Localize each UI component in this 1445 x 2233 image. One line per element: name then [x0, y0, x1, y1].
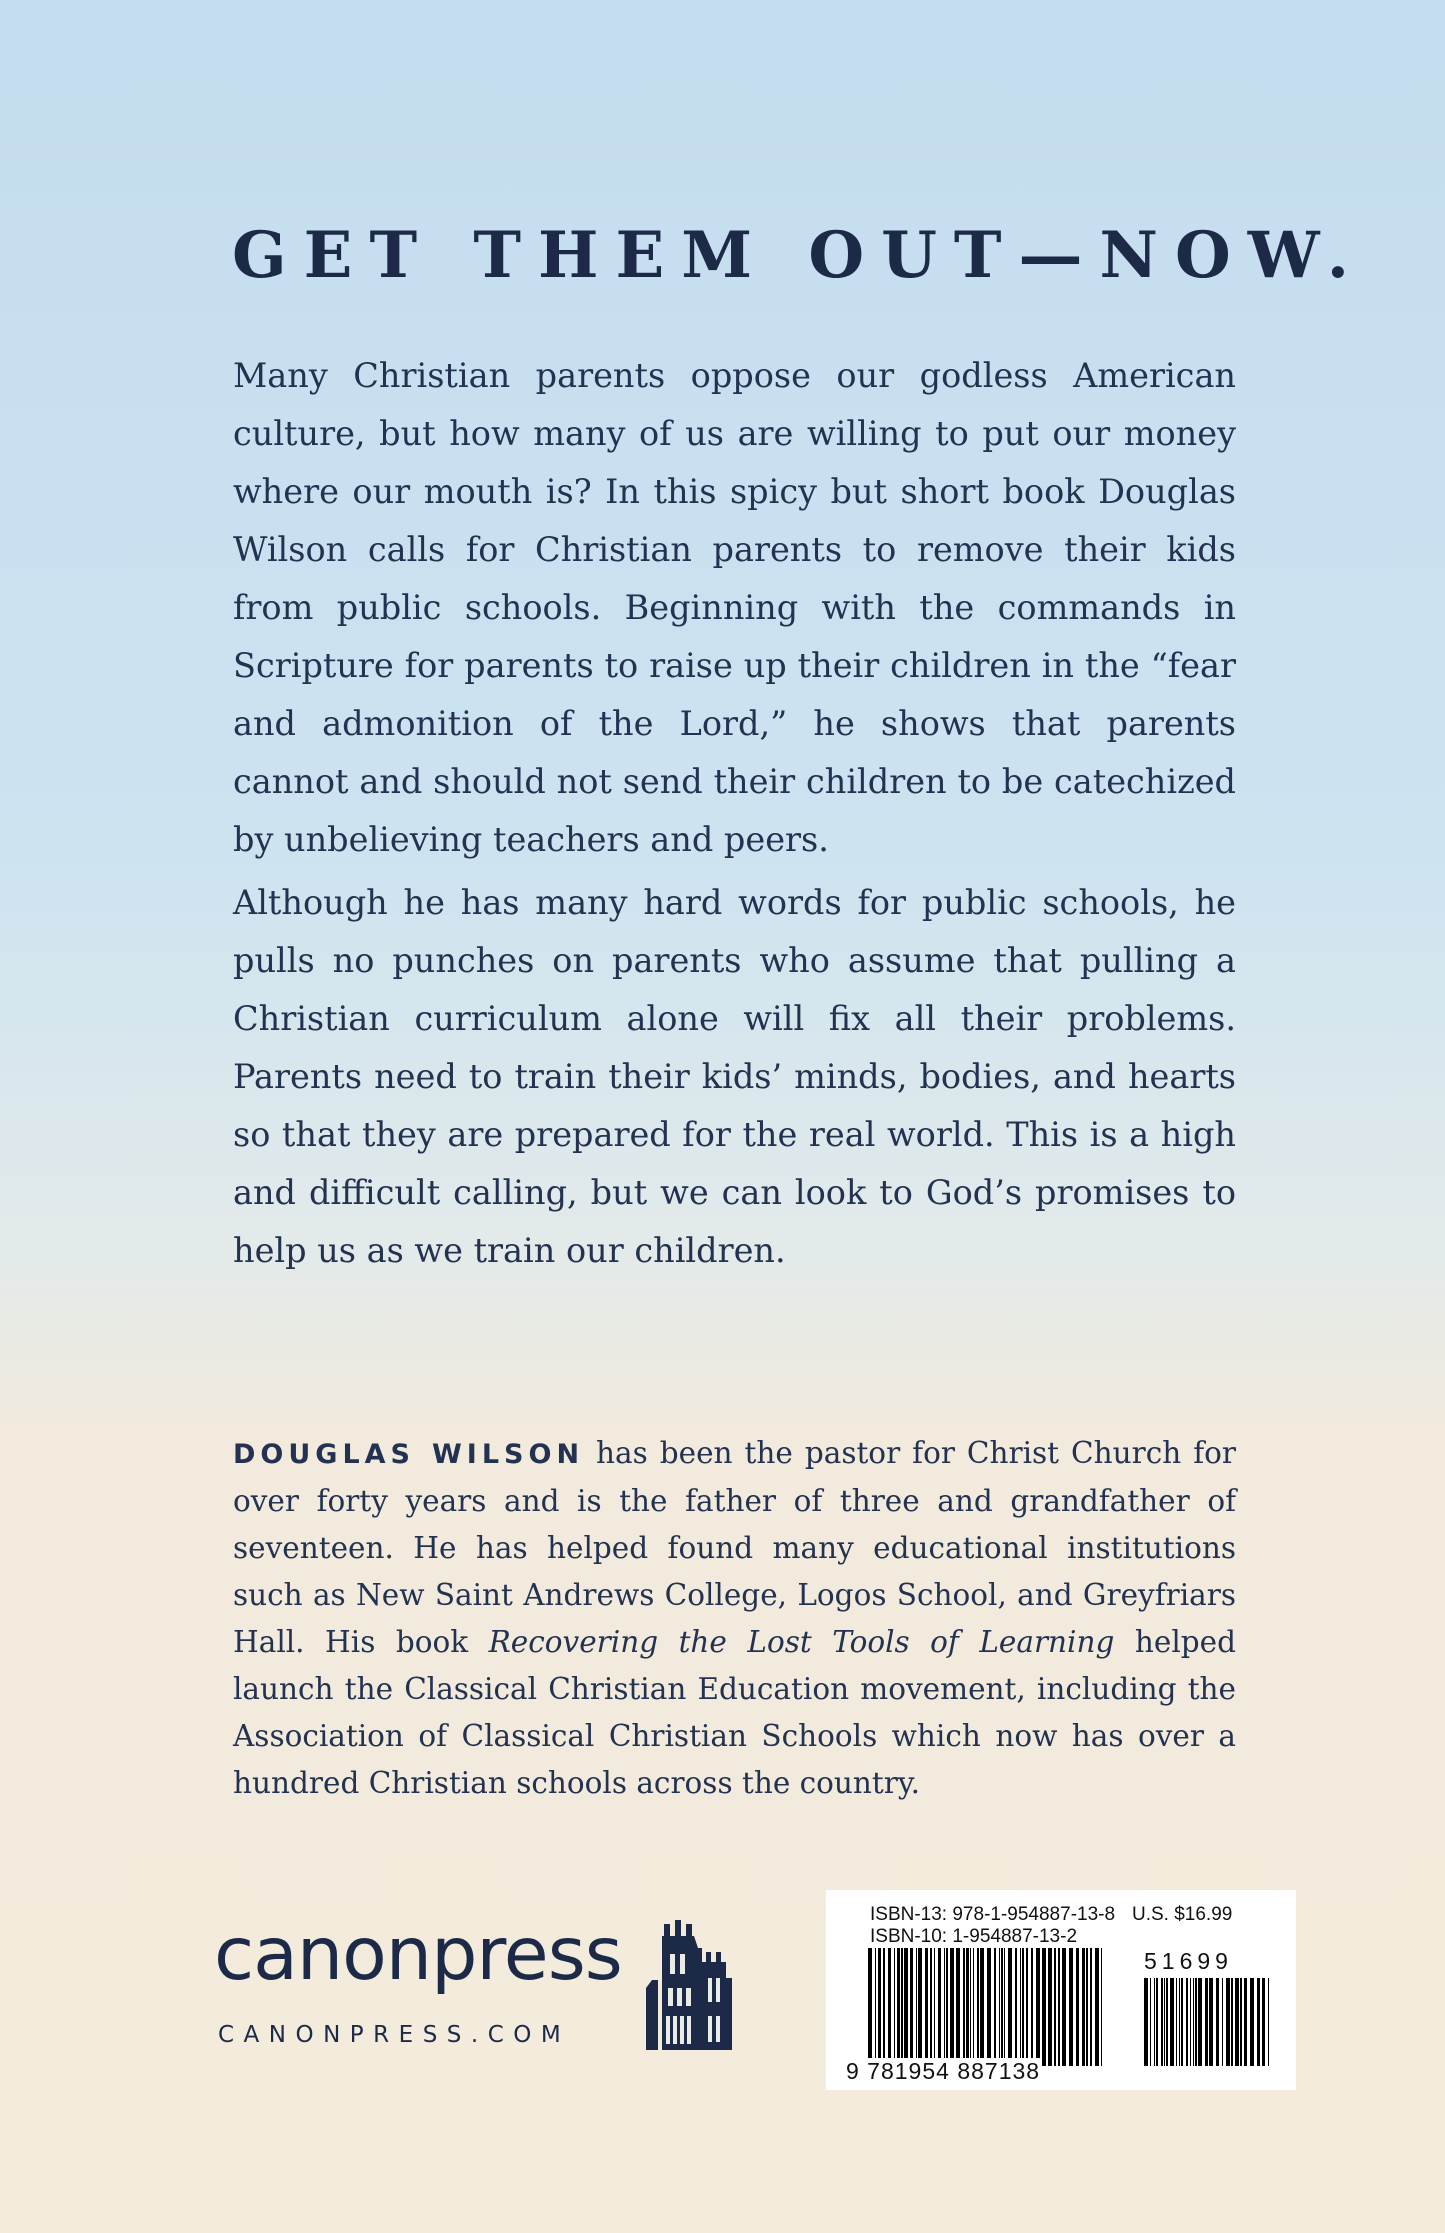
- barcode-bar: [1026, 1948, 1028, 2066]
- barcode-bar: [897, 1948, 900, 2066]
- barcode-bar: [970, 1948, 971, 2066]
- cathedral-tower-icon: [642, 1918, 734, 2050]
- barcode-bar: [1209, 1978, 1213, 2066]
- barcode-bar: [1176, 1978, 1177, 2066]
- barcode-bar: [1250, 1978, 1254, 2066]
- barcode-bar: [1181, 1978, 1183, 2066]
- barcode-bar: [1144, 1978, 1148, 2066]
- barcode-bar: [875, 1948, 876, 2066]
- barcode-bar: [946, 1948, 948, 2066]
- barcode-label: [826, 1890, 1296, 2090]
- barcode-bar: [1216, 1978, 1219, 2066]
- barcode-bar: [934, 1948, 935, 2066]
- barcode-bar: [1164, 1978, 1165, 2066]
- barcode-bar: [987, 1948, 991, 2066]
- barcode-bar: [1001, 1948, 1003, 2066]
- barcode-bar: [883, 1948, 885, 2066]
- barcode-bar: [1069, 1948, 1073, 2066]
- barcode-bar: [1244, 1978, 1247, 2066]
- barcode-bar: [878, 1948, 881, 2066]
- barcode-bar: [930, 1948, 932, 2066]
- blurb-paragraph-2: Although he has many hard words for public schools, he pulls no punches on parents who assume that pulling a Christian curriculum alone will fix all their problems. Parents need to train their kids’ minds, bodies, and hearts so that they are prepared for the real world. This is a high and difficult calling, but we can look to God’s promises to help us as we train our children.: [233, 883, 1236, 1270]
- addon-barcode-bars: [1142, 1978, 1272, 2066]
- barcode-bar: [1042, 1948, 1046, 2066]
- barcode-bar: [1015, 1948, 1017, 2066]
- barcode-bar: [1008, 1948, 1012, 2066]
- barcode-bar: [1082, 1948, 1085, 2066]
- ean-barcode-bars: [866, 1948, 1106, 2066]
- barcode-bar: [1090, 1948, 1092, 2066]
- barcode-bar: [950, 1948, 954, 2066]
- barcode-bar: [925, 1948, 928, 2066]
- publisher-logo: [214, 1912, 734, 2058]
- addon-code: 51699: [1144, 1948, 1233, 1974]
- barcode-bar: [973, 1948, 974, 2066]
- barcode-bar: [1195, 1978, 1197, 2066]
- barcode-bar: [1262, 1978, 1265, 2066]
- barcode-bar: [1054, 1948, 1056, 2066]
- publisher-name: canonpress: [214, 1912, 622, 1997]
- barcode-bar: [1226, 1978, 1230, 2066]
- publisher-url: CANONPRESS.COM: [218, 2022, 571, 2048]
- barcode-bar: [1198, 1978, 1202, 2066]
- bio-text-part-1: has been the pastor for Christ Church for over forty years and is the father of three and grandfather of seventeen. He has helped found many educational institutions such as New Saint Andrews College, Logos School, and Greyfriars Hall. His book: [233, 1436, 1236, 1659]
- barcode-bar: [918, 1948, 922, 2066]
- barcode-bar: [1048, 1948, 1052, 2066]
- barcode-bar: [1022, 1948, 1024, 2066]
- barcode-bar: [1170, 1978, 1174, 2066]
- barcode-bar: [1154, 1978, 1155, 2066]
- barcode-bar: [1004, 1948, 1005, 2066]
- isbn-10: ISBN-10: 1-954887-13-2: [870, 1926, 1078, 1947]
- author-name: DOUGLAS WILSON: [233, 1439, 585, 1470]
- barcode-bar: [1095, 1948, 1099, 2066]
- headline: GET THEM OUT—NOW.: [232, 218, 1366, 293]
- barcode-bar: [1186, 1978, 1188, 2066]
- barcode-bar: [1205, 1978, 1208, 2066]
- barcode-bar: [966, 1948, 969, 2066]
- barcode-bar: [963, 1948, 965, 2066]
- barcode-bar: [888, 1948, 891, 2066]
- barcode-bar: [1161, 1978, 1163, 2066]
- barcode-bar: [1257, 1978, 1260, 2066]
- barcode-bar: [1101, 1948, 1102, 2066]
- isbn-13: ISBN-13: 978-1-954887-13-8: [870, 1904, 1116, 1925]
- book-title: Recovering the Lost Tools of Learning: [488, 1625, 1115, 1659]
- barcode-bar: [1222, 1978, 1223, 2066]
- barcode-bar: [944, 1948, 945, 2066]
- barcode-bar: [977, 1948, 979, 2066]
- barcode-bar: [999, 1948, 1000, 2066]
- barcode-bar: [1268, 1978, 1269, 2066]
- barcode-bar: [1076, 1948, 1079, 2066]
- barcode-bar: [1150, 1978, 1151, 2066]
- barcode-bar: [904, 1948, 908, 2066]
- barcode-bar: [894, 1948, 895, 2066]
- barcode-bar: [916, 1948, 917, 2066]
- barcode-bar: [1235, 1978, 1239, 2066]
- barcode-bar: [1062, 1948, 1066, 2066]
- barcode-bar: [1240, 1978, 1242, 2066]
- bio-text-part-2: helped launch the Classical Christian Education movement, including the Association of Classical Christian Schools which now has over a hundred Christian schools across the country.: [233, 1625, 1236, 1800]
- barcode-bar: [994, 1948, 996, 2066]
- barcode-bar: [901, 1948, 903, 2066]
- barcode-bar: [1193, 1978, 1194, 2066]
- barcode-bar: [938, 1948, 941, 2066]
- barcode-bar: [1020, 1948, 1021, 2066]
- price: U.S. $16.99: [1132, 1904, 1233, 1925]
- barcode-bar: [868, 1948, 872, 2066]
- barcode-bar: [1190, 1978, 1191, 2066]
- barcode-bar: [910, 1948, 913, 2066]
- barcode-bar: [1231, 1978, 1233, 2066]
- ean-code: 9 781954 887138: [846, 2058, 1041, 2084]
- barcode-bar: [1086, 1948, 1088, 2066]
- barcode-bar: [1036, 1948, 1040, 2066]
- barcode-bar: [1058, 1948, 1060, 2066]
- barcode-bar: [980, 1948, 984, 2066]
- barcode-bar: [1166, 1978, 1168, 2066]
- barcode-bar: [1031, 1948, 1033, 2066]
- barcode-bar: [1179, 1978, 1180, 2066]
- barcode-bar: [1156, 1978, 1158, 2066]
- blurb-paragraph-1: Many Christian parents oppose our godless American culture, but how many of us are willing to put our money where our mouth is? In this spicy but short book Douglas Wilson calls for Christian parents to remove their kids from public schools. Beginning with the commands in Scripture for parents to raise up their children in the “fear and admonition of the Lord,” he shows that parents cannot and should not send their children to be catechized by unbelieving teachers and peers.: [233, 356, 1236, 859]
- author-bio: [233, 1430, 1236, 1807]
- barcode-bar: [956, 1948, 960, 2066]
